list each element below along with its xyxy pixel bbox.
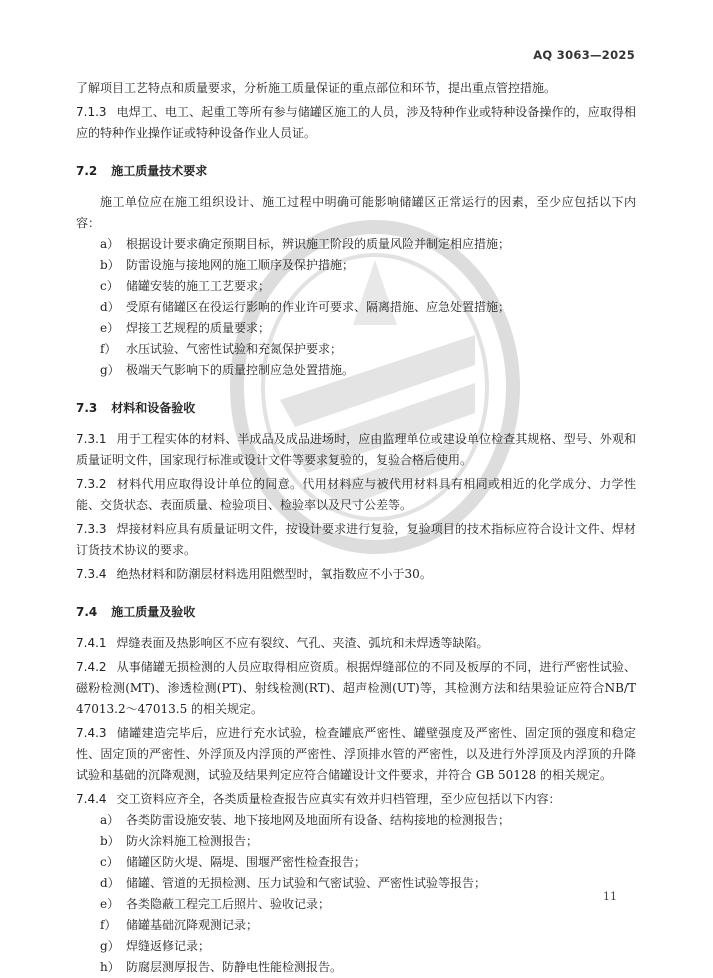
clause-text: 绝热材料和防潮层材料选用阻燃型时，氧指数应不小于30。	[116, 567, 432, 581]
list-marker: b）	[100, 834, 120, 848]
clause-7-4-1	[76, 633, 636, 654]
list-item-text: 各类隐蔽工程完工后照片、验收记录；	[126, 897, 331, 911]
list-item	[76, 276, 636, 297]
list-item	[76, 234, 636, 255]
list-item	[76, 873, 636, 894]
list-item	[76, 936, 636, 957]
clause-text: 焊缝表面及热影响区不应有裂纹、气孔、夹渣、弧坑和未焊透等缺陷。	[116, 636, 489, 650]
list-item	[76, 957, 636, 978]
clause-7-3-2	[76, 474, 636, 516]
list-item	[76, 360, 636, 381]
list-marker: d）	[100, 876, 120, 890]
list-item-text: 储罐区防火堤、隔堤、围堰严密性检查报告；	[126, 855, 367, 869]
section-heading-7-4	[76, 602, 636, 623]
clause-7-3-1	[76, 429, 636, 471]
clause-number: 7.3.2	[76, 477, 107, 491]
list-marker: c）	[100, 855, 119, 869]
clause-7-1-3	[76, 102, 636, 144]
standard-code: AQ 3063—2025	[533, 48, 635, 62]
list-marker: a）	[100, 813, 120, 827]
clause-number: 7.4.1	[76, 636, 107, 650]
clause-text: 从事储罐无损检测的人员应取得相应资质。根据焊缝部位的不同及板厚的不同，进行严密性试验、磁粉检测(MT)、渗透检测(PT)、射线检测(RT)、超声检测(UT)等，其检测方法和结果验证应符合NB/T 47013.2～47013.5 的相关规定。	[76, 660, 636, 716]
clause-7-4-4	[76, 789, 636, 810]
list-item-text: 根据设计要求确定预期目标，辨识施工阶段的质量风险并制定相应措施；	[126, 237, 511, 251]
section-7-4-list	[76, 810, 636, 978]
clause-text: 用于工程实体的材料、半成品及成品进场时，应由监理单位或建设单位检查其规格、型号、外观和质量证明文件，国家现行标准或设计文件等要求复验的，复验合格后使用。	[76, 432, 636, 467]
clause-text: 交工资料应齐全，各类质量检查报告应真实有效并归档管理，至少应包括以下内容：	[116, 792, 561, 806]
list-marker: g）	[100, 939, 120, 953]
list-item	[76, 318, 636, 339]
list-item-text: 防火涂料施工检测报告；	[126, 834, 259, 848]
section-7-2-list	[76, 234, 636, 381]
clause-number: 7.4.3	[76, 726, 107, 740]
clause-7-4-3	[76, 723, 636, 786]
list-marker: d）	[100, 300, 120, 314]
section-number: 7.2	[76, 164, 98, 178]
intro-paragraph: 了解项目工艺特点和质量要求，分析施工质量保证的重点部位和环节，提出重点管控措施。	[76, 81, 557, 95]
clause-number: 7.3.3	[76, 522, 107, 536]
list-item	[76, 852, 636, 873]
list-item-text: 极端天气影响下的质量控制应急处置措施。	[126, 363, 355, 377]
list-item	[76, 297, 636, 318]
list-item-text: 储罐基础沉降观测记录；	[126, 918, 259, 932]
list-item	[76, 810, 636, 831]
list-marker: h）	[100, 960, 120, 974]
list-item-text: 受原有储罐区在役运行影响的作业许可要求、隔离措施、应急处置措施；	[126, 300, 511, 314]
list-marker: g）	[100, 363, 120, 377]
list-marker: e）	[100, 321, 120, 335]
section-title: 施工质量技术要求	[111, 164, 208, 178]
clause-7-3-4	[76, 564, 636, 585]
clause-7-3-3	[76, 519, 636, 561]
list-item-text: 水压试验、气密性试验和充氮保护要求；	[126, 342, 343, 356]
section-title: 材料和设备验收	[111, 401, 196, 415]
clause-text: 焊接材料应具有质量证明文件，按设计要求进行复验，复验项目的技术指标应符合设计文件、焊材订货技术协议的要求。	[76, 522, 636, 557]
section-7-2-intro: 施工单位应在施工组织设计、施工过程中明确可能影响储罐区正常运行的因素，至少应包括以下内容：	[76, 195, 636, 230]
clause-text: 材料代用应取得设计单位的同意。代用材料应与被代用材料具有相同或相近的化学成分、力学性能、交货状态、表面质量、检验项目、检验率以及尺寸公差等。	[76, 477, 636, 512]
page-number: 11	[603, 890, 617, 903]
list-item-text: 储罐安装的施工工艺要求；	[126, 279, 271, 293]
list-item-text: 焊接工艺规程的质量要求；	[126, 321, 271, 335]
clause-number: 7.4.4	[76, 792, 107, 806]
list-item	[76, 915, 636, 936]
list-item	[76, 255, 636, 276]
list-marker: f）	[100, 918, 117, 932]
section-heading-7-2	[76, 161, 636, 182]
list-marker: c）	[100, 279, 119, 293]
list-item-text: 防雷设施与接地网的施工顺序及保护措施；	[126, 258, 355, 272]
section-title: 施工质量及验收	[111, 605, 196, 619]
list-item	[76, 339, 636, 360]
clause-number: 7.3.1	[76, 432, 107, 446]
clause-text: 储罐建造完毕后，应进行充水试验，检查罐底严密性、罐壁强度及严密性、固定顶的强度和稳定性、固定顶的严密性、外浮顶及内浮顶的严密性、浮顶排水管的严密性，以及进行外浮顶及内浮顶的升降试验和基础的沉降观测，试验及结果判定应符合储罐设计文件要求，并符合 GB 50128 的相关规定。	[76, 726, 636, 782]
section-number: 7.3	[76, 401, 98, 415]
clause-7-4-2	[76, 657, 636, 720]
list-item	[76, 831, 636, 852]
list-item-text: 焊缝返修记录；	[126, 939, 211, 953]
list-marker: a）	[100, 237, 120, 251]
list-item	[76, 894, 636, 915]
clause-text: 电焊工、电工、起重工等所有参与储罐区施工的人员，涉及特种作业或特种设备操作的，应取得相应的特种作业操作证或特种设备作业人员证。	[76, 105, 636, 140]
clause-number: 7.3.4	[76, 567, 107, 581]
list-marker: e）	[100, 897, 120, 911]
section-number: 7.4	[76, 605, 98, 619]
section-heading-7-3	[76, 398, 636, 419]
list-marker: f）	[100, 342, 117, 356]
list-item-text: 储罐、管道的无损检测、压力试验和气密试验、严密性试验等报告；	[126, 876, 487, 890]
clause-number: 7.1.3	[76, 105, 107, 119]
document-body	[76, 78, 636, 978]
list-item-text: 防腐层测厚报告、防静电性能检测报告。	[126, 960, 343, 974]
list-marker: b）	[100, 258, 120, 272]
list-item-text: 各类防雷设施安装、地下接地网及地面所有设备、结构接地的检测报告；	[126, 813, 511, 827]
clause-number: 7.4.2	[76, 660, 107, 674]
